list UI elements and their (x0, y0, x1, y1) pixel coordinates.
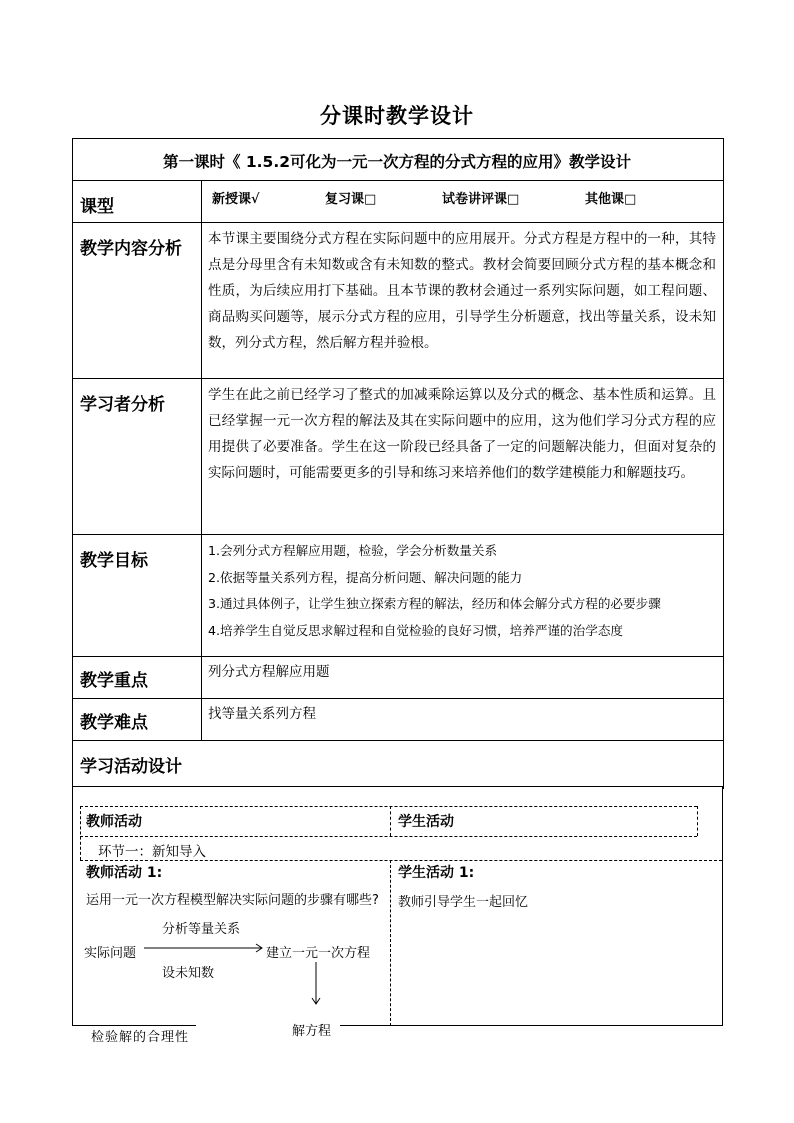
flow-node-target: 建立一元一次方程 (266, 946, 371, 961)
teacher-activity-header: 教师活动 (86, 814, 142, 830)
content-analysis-label: 教学内容分析 (80, 239, 182, 259)
lesson-type-option-other: 其他课□ (585, 192, 637, 207)
activity-design-label: 学习活动设计 (80, 757, 182, 777)
objectives-label: 教学目标 (80, 551, 148, 571)
lesson-title: 第一课时《 1.5.2可化为一元一次方程的分式方程的应用》教学设计 (162, 153, 632, 171)
flow-node-check: 检验解的合理性 (91, 1030, 190, 1045)
teacher-activity-1-label: 教师活动 1: (86, 865, 163, 881)
learner-analysis-text: 学生在此之前已经学习了整式的加减乘除运算以及分式的概念、基本性质和运算。且已经掌握一元一次方程的解法及其在实际问题中的应用，这为他们学习分式方程的应用提供了必要准备。学生在这一阶段已经具备了一定的问题解决能力，但面对复杂的实际问题时，可能需要更多的引导和练习来培养他们的数学建模能力和解题技巧。 (208, 387, 716, 481)
objective-item: 1.会列分式方程解应用题，检验，学会分析数量关系 (208, 543, 498, 558)
lesson-type-option-review: 复习课□ (325, 192, 377, 207)
flow-label-unknown: 设未知数 (162, 966, 215, 981)
document-title: 分课时教学设计 (320, 104, 474, 128)
student-activity-text: 教师引导学生一起回忆 (398, 895, 529, 910)
section-title: 环节一：新知导入 (98, 844, 206, 860)
key-points-text: 列分式方程解应用题 (208, 664, 330, 680)
difficulties-label: 教学难点 (80, 713, 148, 733)
student-activity-1-label: 学生活动 1: (398, 865, 475, 881)
flow-node-solve: 解方程 (292, 1024, 332, 1039)
key-points-label: 教学重点 (80, 671, 148, 691)
difficulties-text: 找等量关系列方程 (208, 706, 316, 722)
lesson-type-label: 课型 (80, 197, 114, 217)
teacher-question: 运用一元一次方程模型解决实际问题的步骤有哪些? (86, 893, 379, 908)
flow-node-start: 实际问题 (84, 946, 137, 961)
objective-item: 3.通过具体例子，让学生独立探索方程的解法，经历和体会解分式方程的必要步骤 (208, 596, 661, 611)
objective-item: 2.依据等量关系列方程，提高分析问题、解决问题的能力 (208, 569, 523, 585)
lesson-type-option-new: 新授课√ (212, 192, 260, 207)
lesson-type-option-exam-review: 试卷讲评课□ (442, 192, 520, 207)
objective-item: 4.培养学生自觉反思求解过程和自觉检验的良好习惯，培养严谨的治学态度 (208, 622, 624, 638)
student-activity-header: 学生活动 (398, 814, 454, 830)
flow-label-analyze: 分析等量关系 (162, 922, 241, 937)
content-analysis-text: 本节课主要围绕分式方程在实际问题中的应用展开。分式方程是方程中的一种，其特点是分母里含有未知数或含有未知数的整式。教材会简要回顾分式方程的基本概念和性质，为后续应用打下基础。且本节课的教材会通过一系列实际问题，如工程问题、商品购买问题等，展示分式方程的应用，引导学生分析题意，找出等量关系，设未知数，列分式方程，然后解方程并验根。 (208, 231, 716, 351)
learner-analysis-label: 学习者分析 (80, 395, 165, 415)
